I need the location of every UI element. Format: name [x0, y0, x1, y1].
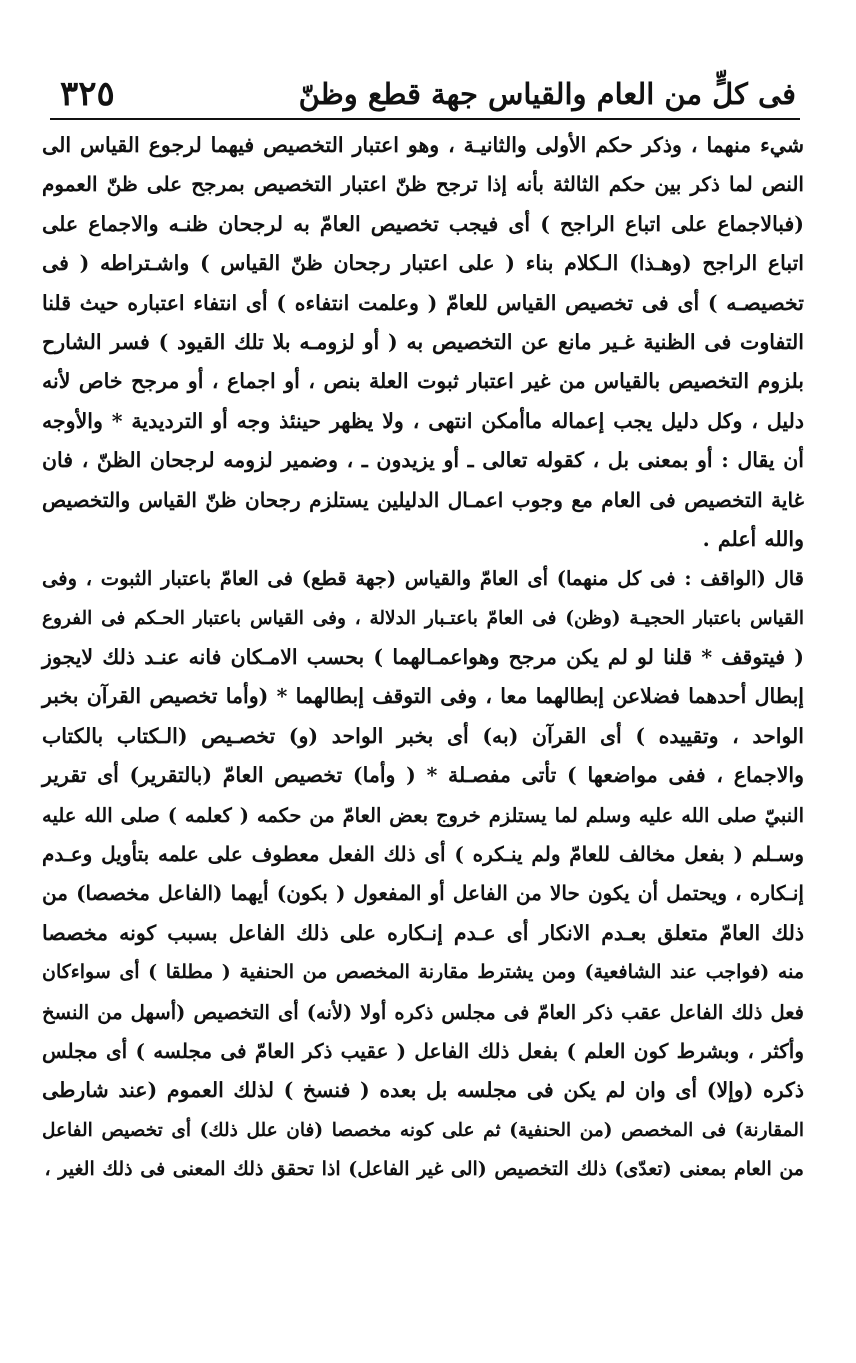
- text-line: دليل ، وكل دليل يجب إعماله ماأمكن انتهى ، ولا يظهر حينئذ وجه أو الترديدية * والأوجه: [42, 408, 804, 433]
- running-header: [60, 66, 796, 114]
- text-line: وسـلم ( بفعل مخالف للعامّ ولم ينـكره ) أى ذلك الفعل معطوف على علمه بتأويل وعـدم: [42, 842, 804, 867]
- text-line: فعل ذلك الفاعل عقب ذكر العامّ فى مجلس ذكره أولا (لأنه) أى التخصيص (أسهل من النسخ: [42, 1000, 804, 1024]
- text-line: وأكثر ، وبشرط كون العلم ) بفعل ذلك الفاعل ( عقيب ذكر العامّ فى مجلسه ) أى مجلس: [42, 1038, 804, 1063]
- text-line: أن يقال : أو بمعنى بل ، كقوله تعالى ـ أو يزيدون ـ ، وضمير لزومه لرجحان الظنّ ، فان: [42, 448, 804, 473]
- text-line: تخصيصـه ) أى فى تخصيص القياس للعامّ ( وعلمت انتفاءه ) أى انتفاء اعتباره حيث قلنا: [42, 290, 804, 315]
- text-line: إبطال أحدهما فضلاعن إبطالهما معا ، وفى التوقف إبطالهما * (وأما تخصيص القرآن بخبر: [42, 684, 804, 709]
- text-line: ذلك العامّ متعلق بعـدم الانكار أى عـدم إنـكاره على ذلك الفاعل بسبب كونه مخصصا: [42, 920, 804, 945]
- text-line: بلزوم التخصيص بالقياس من غير اعتبار ثبوت العلة بنص ، أو اجماع ، أو مرجح خاص لأنه: [42, 369, 804, 394]
- text-line: منه (فواجب عند الشافعية) ومن يشترط مقارنة المخصص من الحنفية ( مطلقا ) أى سواءكان: [42, 961, 804, 984]
- text-line: النبيّ صلى الله عليه وسلم لما يستلزم خروج بعض العامّ من حكمه ( كعلمه ) صلى الله عليه: [42, 803, 804, 827]
- text-line: إنـكاره ، ويحتمل أن يكون حالا من الفاعل أو المفعول ( بكون) أيهما (الفاعل مخصصا) من: [42, 881, 804, 906]
- text-line: الواحد ، وتقييده ) أى القرآن (به) أى بخبر الواحد (و) تخصـيص (الـكتاب بالكتاب: [42, 723, 804, 748]
- body-text: [42, 126, 804, 1190]
- text-line: القياس باعتبار الحجيـة (وظن) فى العامّ باعتـبار الدلالة ، وفى القياس باعتبار الحـكم فى الفروع: [42, 607, 804, 629]
- text-line: النص لما ذكر بين حكم الثالثة بأنه إذا ترجح ظنّ اعتبار التخصيص بمرجح على ظنّ العموم: [42, 172, 804, 197]
- text-line: اتباع الراجح (وهـذا) الـكلام بناء ( على اعتبار رجحان ظنّ القياس ) واشـتراطه ( فى: [42, 251, 804, 276]
- page-number: ٣٢٥: [60, 74, 115, 114]
- header-rule: [50, 118, 800, 120]
- header-title: فى كلٍّ من العام والقياس جهة قطع وظنّ: [298, 77, 796, 111]
- text-line: المقارنة) فى المخصص (من الحنفية) ثم على كونه مخصصا (فان علل ذلك) أى تخصيص الفاعل: [42, 1119, 804, 1141]
- text-line: ( فيتوقف * قلنا لو لم يكن مرجح وهواعمـالهما ) بحسب الامـكان فانه عنـد ذلك لايجوز: [42, 645, 804, 670]
- text-line: غاية التخصيص فى العام مع وجوب اعمـال الدليلين يستلزم رجحان ظنّ القياس والتخصيص: [42, 487, 804, 512]
- text-line: (فبالاجماع على اتباع الراجح ) أى فيجب تخصيص العامّ به لرجحان ظنـه والاجماع على: [42, 211, 804, 236]
- text-line: من العام بمعنى (تعدّى) ذلك التخصيص (الى غير الفاعل) اذا تحقق ذلك المعنى فى ذلك الغير ،: [44, 1158, 804, 1181]
- text-line: قال (الواقف : فى كل منهما) أى العامّ والقياس (جهة قطع) فى العامّ باعتبار الثبوت ، وفى: [42, 567, 804, 591]
- text-line: والله أعلم .: [702, 526, 804, 551]
- text-line: والاجماع ، ففى مواضعها ) تأتى مفصـلة * ( وأما) تخصيص العامّ (بالتقرير) أى تقرير: [42, 763, 804, 788]
- text-line: ذكره (وإلا) أى وان لم يكن فى مجلسه بل بعده ( فنسخ ) لذلك العموم (عند شارطى: [42, 1078, 804, 1103]
- text-line: التفاوت فى الظنية غـير مانع عن التخصيص به ( أو لزومـه بلا تلك القيود ) فسر الشارح: [42, 329, 804, 354]
- text-line: شيء منهما ، وذكر حكم الأولى والثانيـة ، وهو اعتبار التخصيص فيهما لرجوع القياس الى: [42, 133, 804, 157]
